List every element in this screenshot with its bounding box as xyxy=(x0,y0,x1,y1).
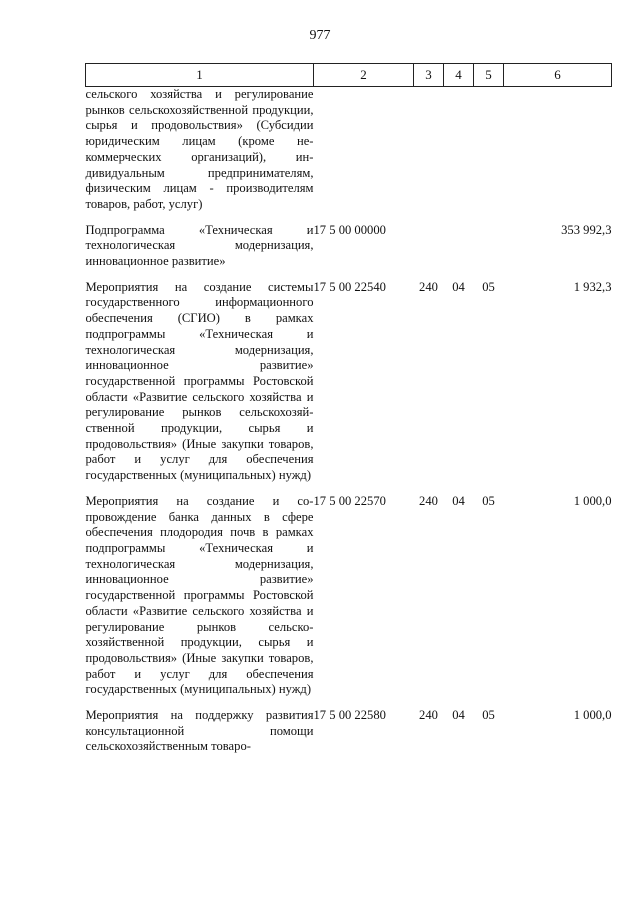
row-code: 17 5 00 00000 xyxy=(313,222,386,237)
row-section: 04 xyxy=(452,493,465,508)
budget-table xyxy=(85,63,612,755)
row-expense-type: 240 xyxy=(419,708,438,723)
table-row xyxy=(86,280,612,484)
column-header-6: 6 xyxy=(504,64,612,87)
row-code: 17 5 00 22570 xyxy=(313,493,386,508)
table-row xyxy=(86,87,612,213)
page-number: 977 xyxy=(309,28,331,43)
column-header-2: 2 xyxy=(314,64,414,87)
row-section: 04 xyxy=(452,708,465,723)
row-description: сельского хозяйства и регулирование рынков сельскохозяйственной продукции, сырья и продовольствия» (Субсидии юридическим лицам (кроме некоммерческих организаций), индивидуальным предпринимателям, физическим лицам - производителям товаров, работ, услуг) xyxy=(85,87,314,211)
row-sum: 1 932,3 xyxy=(573,279,612,294)
column-header-1: 1 xyxy=(86,64,314,87)
row-expense-type xyxy=(414,87,444,213)
row-expense-type: 240 xyxy=(419,493,438,508)
row-sum: 1 000,0 xyxy=(573,493,612,508)
column-header-4: 4 xyxy=(444,64,474,87)
row-subsection xyxy=(474,87,504,213)
column-header-5: 5 xyxy=(474,64,504,87)
row-sum: 1 000,0 xyxy=(573,708,612,723)
row-code: 17 5 00 22540 xyxy=(313,279,386,294)
row-subsection: 05 xyxy=(482,708,495,723)
row-description: Подпрограмма «Техническая и технологическая модернизация, инновационное развитие» xyxy=(85,222,314,269)
row-section: 04 xyxy=(452,279,465,294)
table-row xyxy=(86,494,612,698)
row-expense-type xyxy=(414,223,444,270)
row-section xyxy=(444,223,474,270)
row-description: Мероприятия на создание и сопровождение банка данных в сфере обеспечения плодородия почв в рамках подпрограммы «Техническая и технологическая модернизация, инновационное развитие» государственной программы Ростовской области «Развитие сельского хозяйства и регулирование рынков сельскохозяйственной продукции, сырья и продовольствия» (Иные закупки товаров, работ и услуг для обеспечения государственных (муниципальных) нужд) xyxy=(85,493,314,697)
row-sum: 353 992,3 xyxy=(561,222,612,237)
row-description: Мероприятия на создание системы государственного информационного обеспечения (СГИО) в рамках подпрограммы «Техническая и технологическая модернизация, инновационное развитие» государственной программы Ростовской области «Развитие сельского хозяйства и регулирование рынков сельскохозяйственной продукции, сырья и продовольствия» (Иные закупки товаров, работ и услуг для обеспечения государственных (муниципальных) нужд) xyxy=(85,279,314,483)
header-row xyxy=(86,64,612,87)
table-row xyxy=(86,223,612,270)
row-code xyxy=(314,87,414,213)
row-description: Мероприятия на поддержку развития консультационной помощи сельскохозяйственным товаро- xyxy=(85,708,314,754)
row-subsection: 05 xyxy=(482,279,495,294)
row-code: 17 5 00 22580 xyxy=(313,708,386,723)
row-sum xyxy=(504,87,612,213)
table-row xyxy=(86,708,612,755)
column-header-3: 3 xyxy=(414,64,444,87)
row-subsection xyxy=(474,223,504,270)
row-subsection: 05 xyxy=(482,493,495,508)
row-expense-type: 240 xyxy=(419,279,438,294)
row-section xyxy=(444,87,474,213)
